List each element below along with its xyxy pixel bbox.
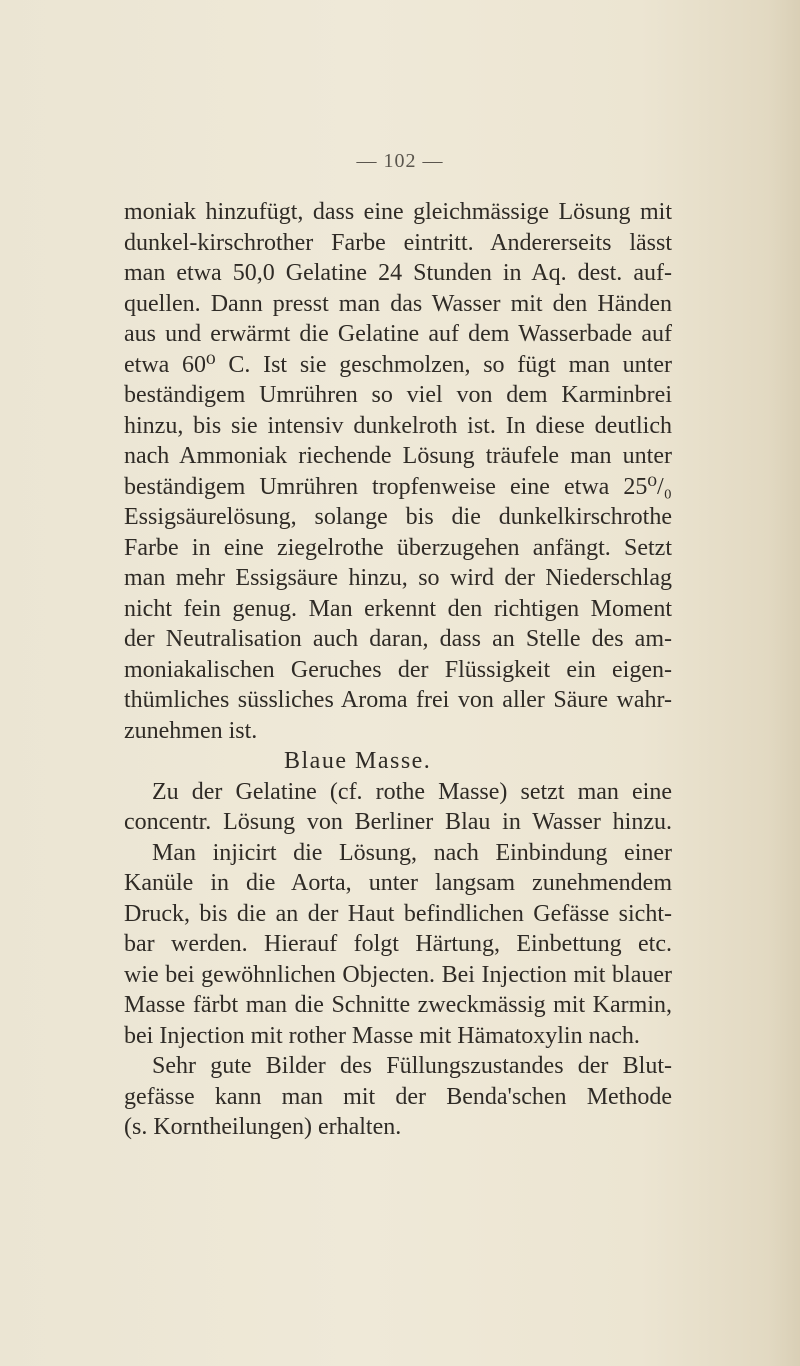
text-line: (s. Korntheilungen) erhalten. xyxy=(124,1114,402,1140)
text-line: moniak hinzufügt, dass eine gleichmässige Lösung mit xyxy=(124,199,672,225)
body-text xyxy=(124,197,672,1143)
text-line: Essigsäurelösung, solange bis die dunkelkirschrothe xyxy=(124,504,672,530)
text-line: zunehmen ist. xyxy=(124,717,258,744)
text-line: hinzu, bis sie intensiv dunkelroth ist. In diese deutlich xyxy=(124,412,672,439)
text-line: quellen. Dann presst man das Wasser mit den Händen xyxy=(124,290,672,317)
paragraph-red-mass-preparation xyxy=(124,197,672,746)
text-line: Kanüle in die Aorta, unter langsam zunehmendem xyxy=(124,870,672,896)
text-line: nach Ammoniak riechende Lösung träufele man unter xyxy=(124,443,672,469)
text-line: aus und erwärmt die Gelatine auf dem Wasserbade auf xyxy=(124,321,672,347)
text-line: Masse färbt man die Schnitte zweckmässig mit Karmin, xyxy=(124,992,672,1018)
text-line: wie bei gewöhnlichen Objecten. Bei Injection mit blauer xyxy=(124,961,672,988)
text-line: beständigem Umrühren tropfenweise eine etwa 25⁰/₀ xyxy=(124,473,672,500)
text-line: dunkel-kirschrother Farbe eintritt. Andererseits lässt xyxy=(124,229,672,256)
text-line: gefässe kann man mit der Benda'schen Methode xyxy=(124,1083,672,1110)
paragraph-benda-method xyxy=(124,1051,672,1143)
text-line: bar werden. Hierauf folgt Härtung, Einbettung etc. xyxy=(124,931,672,957)
text-line: der Neutralisation auch daran, dass an Stelle des am- xyxy=(124,626,672,652)
text-line: thümliches süssliches Aroma frei von aller Säure wahr- xyxy=(124,687,672,713)
text-line: Druck, bis die an der Haut befindlichen Gefässe sicht- xyxy=(124,900,672,927)
text-line: Sehr gute Bilder des Füllungszustandes der Blut- xyxy=(152,1053,672,1079)
text-line: beständigem Umrühren so viel von dem Karminbrei xyxy=(124,382,672,408)
paragraph-blue-mass xyxy=(124,777,672,1052)
text-line: moniakalischen Geruches der Flüssigkeit ein eigen- xyxy=(124,656,672,683)
section-heading-blue-mass: Blaue Masse. xyxy=(284,748,432,774)
text-line: nicht fein genug. Man erkennt den richtigen Moment xyxy=(124,595,672,622)
text-line: bei Injection mit rother Masse mit Hämatoxylin nach. xyxy=(124,1022,640,1049)
text-line: man mehr Essigsäure hinzu, so wird der Niederschlag xyxy=(124,565,672,591)
text-line: Man injicirt die Lösung, nach Einbindung einer xyxy=(152,839,672,866)
text-line: concentr. Lösung von Berliner Blau in Wasser hinzu. xyxy=(124,809,672,835)
text-line: Farbe in eine ziegelrothe überzugehen anfängt. Setzt xyxy=(124,534,672,561)
page-number: — 102 — xyxy=(356,150,444,172)
text-line: man etwa 50,0 Gelatine 24 Stunden in Aq. dest. auf- xyxy=(124,260,672,286)
text-line: etwa 60⁰ C. Ist sie geschmolzen, so fügt man unter xyxy=(124,351,672,378)
text-line: Zu der Gelatine (cf. rothe Masse) setzt man eine xyxy=(152,778,672,805)
